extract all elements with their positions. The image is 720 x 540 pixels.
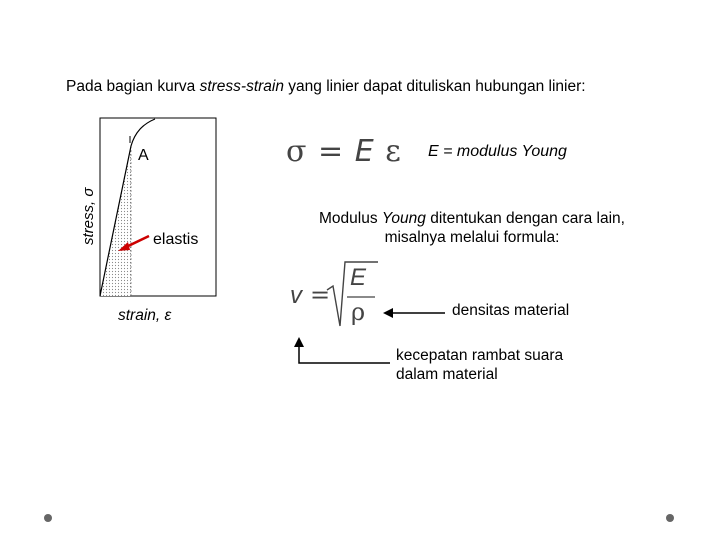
modulus-text [292, 209, 652, 247]
modulus-part2: ditentukan dengan cara lain, [425, 210, 625, 227]
hooke-formula [286, 134, 402, 169]
velocity-numerator: E [350, 264, 367, 291]
kecepatan-arrowhead [294, 337, 304, 347]
y-axis-label: stress, σ [80, 187, 97, 245]
intro-prefix: Pada bagian kurva [66, 78, 200, 95]
modulus-line1 [292, 209, 652, 228]
formula-equals: = [318, 134, 345, 169]
velocity-denominator: ρ [351, 298, 366, 326]
modulus-italic: Young [381, 210, 426, 227]
kecepatan-line2: dalam material [396, 366, 498, 383]
formula-sigma: σ [286, 134, 308, 169]
modulus-part1: Modulus [319, 210, 382, 227]
densitas-label: densitas material [452, 302, 570, 319]
corner-dot-right [666, 514, 674, 522]
e-description [428, 143, 567, 161]
intro-italic: stress-strain [199, 78, 284, 95]
modulus-line2: misalnya melalui formula: [384, 229, 560, 246]
e-description-italic: Young [521, 143, 567, 160]
kecepatan-arrow [299, 346, 390, 363]
velocity-equals: = [310, 281, 331, 309]
point-a-label: A [138, 147, 149, 164]
x-axis-label: strain, ε [118, 307, 172, 324]
formula-epsilon: ε [385, 134, 402, 169]
formula-e: E [354, 134, 375, 169]
elastis-label: elastis [153, 231, 199, 248]
e-description-prefix: E = modulus [428, 143, 522, 160]
intro-suffix: yang linier dapat dituliskan hubungan linier: [283, 78, 586, 95]
velocity-v: v [290, 282, 302, 309]
densitas-arrowhead [383, 308, 393, 318]
corner-dot-left [44, 514, 52, 522]
kecepatan-label [396, 346, 563, 384]
kecepatan-line1: kecepatan rambat suara [396, 347, 564, 364]
